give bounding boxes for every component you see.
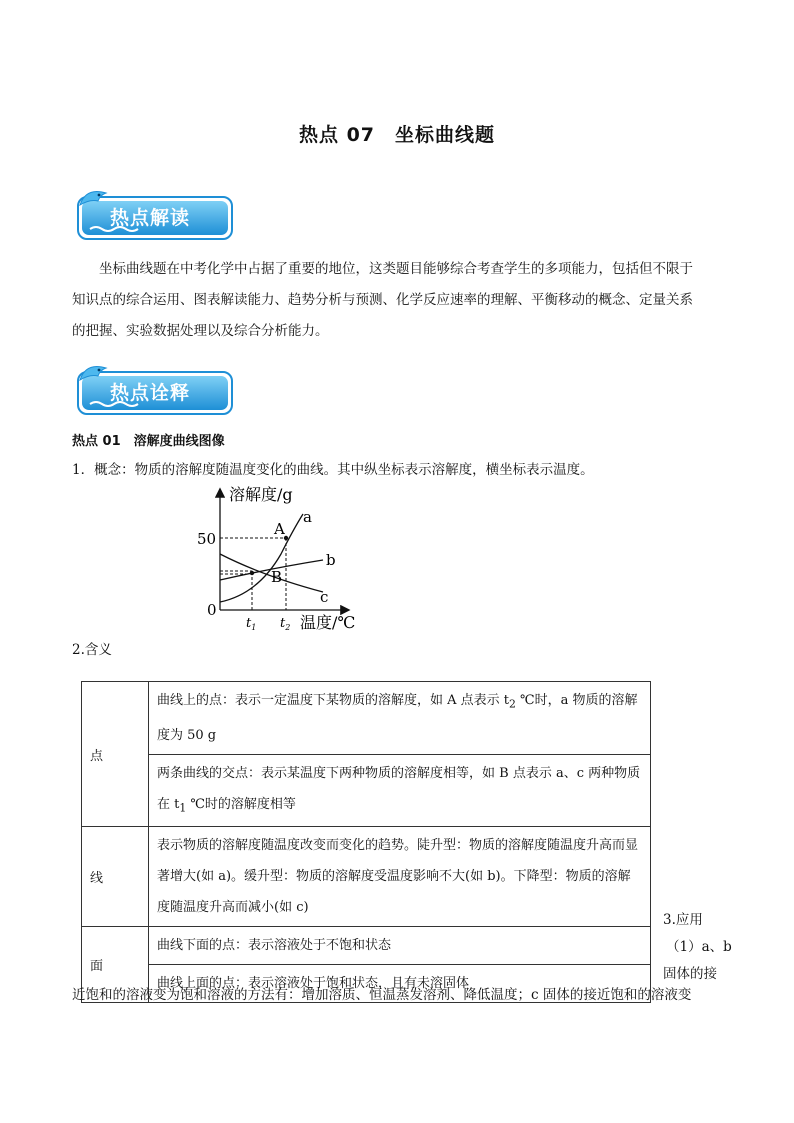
application-heading: 3.应用 bbox=[663, 912, 703, 928]
table-cell: 两条曲线的交点：表示某温度下两种物质的溶解度相等，如 B 点表示 a、c 两种物质在 $t_1$ ℃时的溶解度相等 bbox=[149, 754, 651, 827]
curve-a bbox=[220, 514, 303, 602]
section-badge-hotspot-reading bbox=[72, 183, 238, 245]
section-badge-hotspot-explanation bbox=[72, 358, 238, 420]
badge-label: 热点诠释 bbox=[110, 382, 191, 404]
table-cell: 表示物质的溶解度随温度改变而变化的趋势。陡升型：物质的溶解度随温度升高而显著增大(如 a)。缓升型：物质的溶解度受温度影响不大(如 b)。下降型：物质的溶解度随温度升高而减小(如 c) bbox=[149, 827, 651, 927]
x-tick-label: $t_2$ bbox=[280, 616, 291, 632]
intro-paragraph bbox=[72, 254, 722, 347]
table-row bbox=[82, 827, 651, 927]
x-axis-label: 温度/℃ bbox=[300, 613, 356, 632]
point-label: B bbox=[271, 568, 283, 586]
series-label: b bbox=[326, 551, 336, 569]
table-cell: 曲线下面的点：表示溶液处于不饱和状态 bbox=[149, 927, 651, 965]
table-category: 点 bbox=[82, 682, 149, 827]
series-label: a bbox=[303, 508, 312, 526]
table-category: 线 bbox=[82, 827, 149, 927]
point-label: A bbox=[274, 520, 285, 538]
intro-line: 的把握、实验数据处理以及综合分析能力。 bbox=[72, 323, 329, 339]
table-category: 面 bbox=[82, 927, 149, 1003]
series-label: c bbox=[320, 588, 329, 606]
application-line: 近饱和的溶液变为饱和溶液的方法有：增加溶质、恒温蒸发溶剂、降低温度；c 固体的接近饱和的溶液变 bbox=[72, 987, 692, 1003]
x-tick-label: $t_1$ bbox=[246, 616, 257, 632]
concept-line: 1．概念：物质的溶解度随温度变化的曲线。其中纵坐标表示溶解度，横坐标表示温度。 bbox=[72, 462, 594, 478]
intro-line: 坐标曲线题在中考化学中占据了重要的地位，这类题目能够综合考查学生的多项能力，包括但不限于 bbox=[99, 261, 693, 277]
meaning-table bbox=[81, 681, 651, 1003]
y-axis-label: 溶解度/g bbox=[229, 485, 293, 504]
point-b-marker bbox=[250, 571, 254, 575]
meaning-heading: 2.含义 bbox=[72, 642, 112, 658]
table-row bbox=[82, 754, 651, 827]
application-line: （1）a、b bbox=[666, 939, 732, 955]
badge-label: 热点解读 bbox=[110, 207, 191, 229]
table-row bbox=[82, 682, 651, 755]
table-cell: 曲线上的点：表示一定温度下某物质的溶解度，如 A 点表示 $t_2$ ℃时，a 物质的溶解度为 50 g bbox=[149, 682, 651, 755]
page-title: 热点 07 坐标曲线题 bbox=[298, 124, 496, 146]
y-tick-label: 50 bbox=[197, 530, 217, 548]
section-heading: 热点 01 溶解度曲线图像 bbox=[72, 434, 225, 449]
intro-line: 知识点的综合运用、图表解读能力、趋势分析与预测、化学反应速率的理解、平衡移动的概念、定量关系 bbox=[72, 292, 693, 308]
table-cell: 曲线上面的点：表示溶液处于饱和状态，且有未溶固体 bbox=[149, 965, 651, 1003]
solubility-chart bbox=[193, 484, 373, 634]
table-row bbox=[82, 927, 651, 965]
origin-label: 0 bbox=[207, 601, 217, 619]
application-line: 固体的接 bbox=[663, 966, 717, 982]
